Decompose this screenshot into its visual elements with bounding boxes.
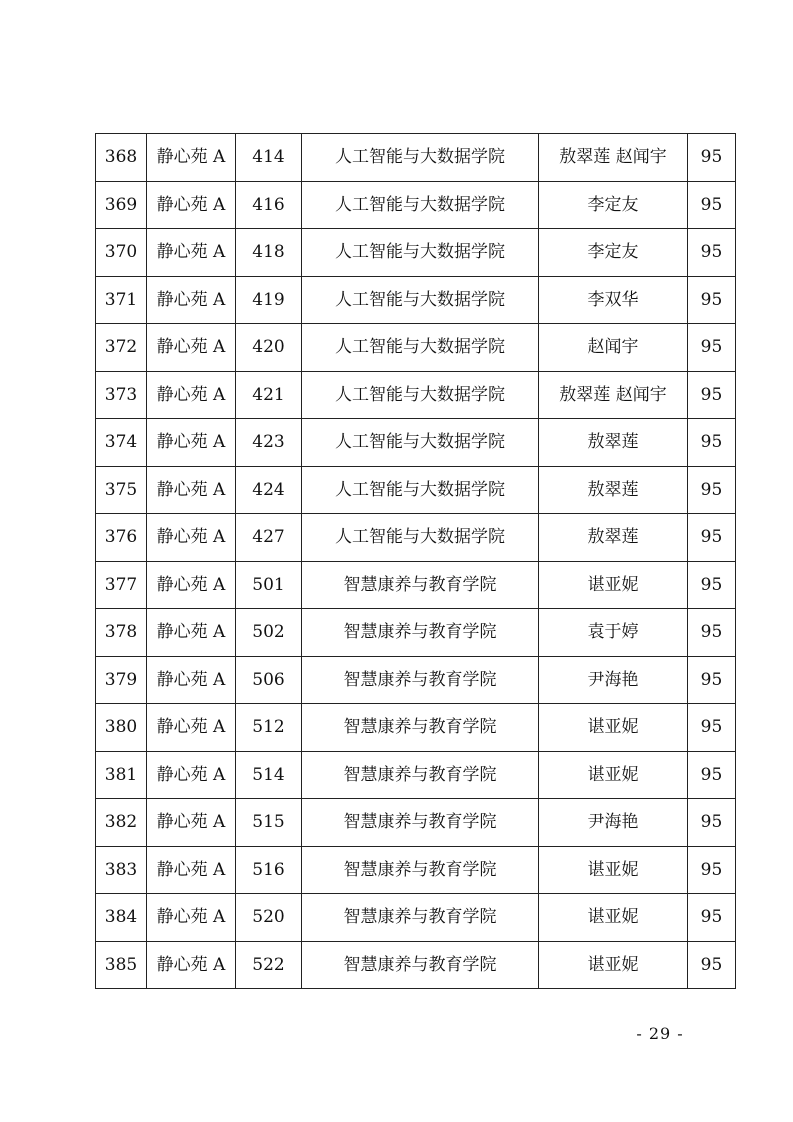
room-number-cell: 421 [236,371,302,419]
staff-name-cell: 谌亚妮 [539,751,688,799]
row-number-cell: 369 [96,181,147,229]
row-number-cell: 379 [96,656,147,704]
score-cell: 95 [688,324,736,372]
college-cell: 智慧康养与教育学院 [302,609,539,657]
staff-name-cell: 李定友 [539,181,688,229]
college-cell: 人工智能与大数据学院 [302,134,539,182]
staff-name-cell: 敖翠莲 赵闻宇 [539,371,688,419]
table-row [96,894,736,942]
staff-name-cell: 李双华 [539,276,688,324]
building-cell: 静心苑 A [147,941,236,989]
staff-name-cell: 李定友 [539,229,688,277]
row-number-cell: 383 [96,846,147,894]
table-row [96,514,736,562]
room-number-cell: 427 [236,514,302,562]
table-row [96,229,736,277]
row-number-cell: 380 [96,704,147,752]
score-cell: 95 [688,561,736,609]
row-number-cell: 378 [96,609,147,657]
building-cell: 静心苑 A [147,466,236,514]
building-cell: 静心苑 A [147,419,236,467]
college-cell: 人工智能与大数据学院 [302,419,539,467]
table-row [96,466,736,514]
room-number-cell: 416 [236,181,302,229]
row-number-cell: 377 [96,561,147,609]
row-number-cell: 374 [96,419,147,467]
building-cell: 静心苑 A [147,181,236,229]
building-cell: 静心苑 A [147,324,236,372]
room-number-cell: 423 [236,419,302,467]
score-cell: 95 [688,941,736,989]
row-number-cell: 370 [96,229,147,277]
building-cell: 静心苑 A [147,846,236,894]
staff-name-cell: 敖翠莲 [539,466,688,514]
staff-name-cell: 谌亚妮 [539,894,688,942]
building-cell: 静心苑 A [147,229,236,277]
row-number-cell: 376 [96,514,147,562]
college-cell: 人工智能与大数据学院 [302,514,539,562]
staff-name-cell: 谌亚妮 [539,941,688,989]
building-cell: 静心苑 A [147,561,236,609]
score-cell: 95 [688,181,736,229]
room-number-cell: 502 [236,609,302,657]
room-number-cell: 512 [236,704,302,752]
table-row [96,609,736,657]
building-cell: 静心苑 A [147,371,236,419]
college-cell: 人工智能与大数据学院 [302,324,539,372]
college-cell: 智慧康养与教育学院 [302,799,539,847]
college-cell: 智慧康养与教育学院 [302,751,539,799]
staff-name-cell: 赵闻宇 [539,324,688,372]
staff-name-cell: 尹海艳 [539,656,688,704]
room-number-cell: 522 [236,941,302,989]
dormitory-score-table [95,133,736,989]
score-cell: 95 [688,514,736,562]
room-number-cell: 516 [236,846,302,894]
building-cell: 静心苑 A [147,514,236,562]
table-row [96,371,736,419]
score-cell: 95 [688,894,736,942]
score-cell: 95 [688,276,736,324]
table-row [96,181,736,229]
table-row [96,941,736,989]
table-row [96,799,736,847]
row-number-cell: 373 [96,371,147,419]
staff-name-cell: 敖翠莲 [539,419,688,467]
table-row [96,656,736,704]
row-number-cell: 382 [96,799,147,847]
table-body [96,134,736,989]
row-number-cell: 368 [96,134,147,182]
row-number-cell: 372 [96,324,147,372]
room-number-cell: 514 [236,751,302,799]
building-cell: 静心苑 A [147,704,236,752]
college-cell: 智慧康养与教育学院 [302,894,539,942]
table-row [96,324,736,372]
college-cell: 人工智能与大数据学院 [302,371,539,419]
table-row [96,134,736,182]
score-cell: 95 [688,466,736,514]
staff-name-cell: 敖翠莲 [539,514,688,562]
building-cell: 静心苑 A [147,609,236,657]
building-cell: 静心苑 A [147,134,236,182]
row-number-cell: 385 [96,941,147,989]
staff-name-cell: 谌亚妮 [539,704,688,752]
table-row [96,704,736,752]
score-cell: 95 [688,371,736,419]
score-cell: 95 [688,656,736,704]
room-number-cell: 414 [236,134,302,182]
row-number-cell: 381 [96,751,147,799]
college-cell: 智慧康养与教育学院 [302,561,539,609]
staff-name-cell: 袁于婷 [539,609,688,657]
building-cell: 静心苑 A [147,751,236,799]
score-cell: 95 [688,134,736,182]
score-cell: 95 [688,229,736,277]
college-cell: 人工智能与大数据学院 [302,276,539,324]
table-row [96,751,736,799]
score-cell: 95 [688,609,736,657]
college-cell: 人工智能与大数据学院 [302,181,539,229]
college-cell: 人工智能与大数据学院 [302,466,539,514]
room-number-cell: 520 [236,894,302,942]
building-cell: 静心苑 A [147,656,236,704]
college-cell: 智慧康养与教育学院 [302,704,539,752]
table-row [96,276,736,324]
room-number-cell: 424 [236,466,302,514]
college-cell: 人工智能与大数据学院 [302,229,539,277]
room-number-cell: 418 [236,229,302,277]
staff-name-cell: 敖翠莲 赵闻宇 [539,134,688,182]
score-cell: 95 [688,799,736,847]
score-cell: 95 [688,419,736,467]
room-number-cell: 506 [236,656,302,704]
table-row [96,419,736,467]
college-cell: 智慧康养与教育学院 [302,941,539,989]
table-row [96,561,736,609]
staff-name-cell: 谌亚妮 [539,561,688,609]
room-number-cell: 501 [236,561,302,609]
room-number-cell: 419 [236,276,302,324]
staff-name-cell: 谌亚妮 [539,846,688,894]
page-number: - 29 - [636,1024,684,1043]
row-number-cell: 384 [96,894,147,942]
room-number-cell: 420 [236,324,302,372]
row-number-cell: 375 [96,466,147,514]
building-cell: 静心苑 A [147,894,236,942]
college-cell: 智慧康养与教育学院 [302,846,539,894]
score-cell: 95 [688,751,736,799]
building-cell: 静心苑 A [147,276,236,324]
table-row [96,846,736,894]
room-number-cell: 515 [236,799,302,847]
score-cell: 95 [688,846,736,894]
score-cell: 95 [688,704,736,752]
building-cell: 静心苑 A [147,799,236,847]
staff-name-cell: 尹海艳 [539,799,688,847]
row-number-cell: 371 [96,276,147,324]
college-cell: 智慧康养与教育学院 [302,656,539,704]
